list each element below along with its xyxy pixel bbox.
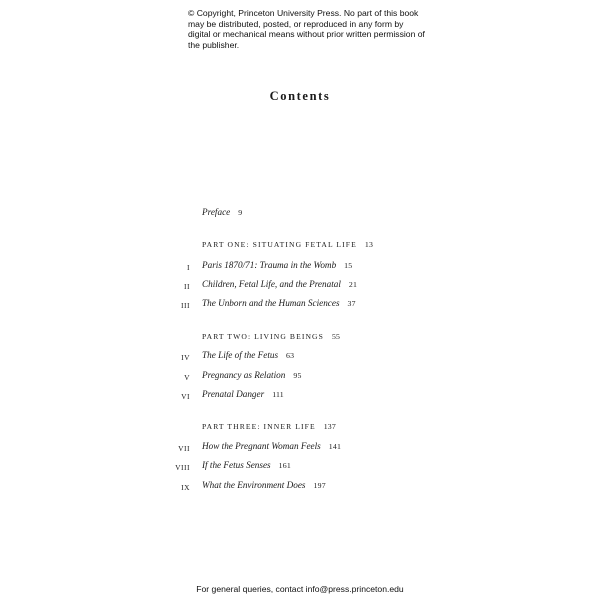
entry-title: Pregnancy as Relation — [202, 370, 286, 380]
page-number: 55 — [331, 332, 341, 341]
toc-entry-chapter-2[interactable] — [0, 279, 600, 293]
toc-entry-chapter-3[interactable] — [0, 298, 600, 312]
toc-part-one[interactable] — [0, 240, 600, 254]
page-number: 37 — [347, 299, 356, 308]
entry-title: The Life of the Fetus — [202, 350, 279, 360]
chapter-number: IX — [181, 483, 190, 492]
toc-entry-chapter-9[interactable] — [0, 480, 600, 494]
chapter-number: VII — [178, 444, 190, 453]
page-number: 63 — [286, 351, 295, 360]
page-number: 161 — [278, 461, 291, 470]
part-title: PART THREE: INNER LIFE — [202, 422, 316, 431]
entry-title: The Unborn and the Human Sciences — [202, 298, 340, 308]
part-title: PART TWO: LIVING BEINGS — [202, 332, 324, 341]
toc-entry-preface[interactable] — [0, 207, 600, 221]
entry-title: Prenatal Danger — [202, 389, 265, 399]
contents-title: Contents — [269, 89, 331, 103]
page-number: 95 — [293, 371, 302, 380]
entry-title: Paris 1870/71: Trauma in the Womb — [202, 260, 337, 270]
toc-entry-chapter-7[interactable] — [0, 441, 600, 455]
chapter-number: VIII — [175, 463, 190, 472]
toc-part-three[interactable] — [0, 422, 600, 436]
toc-part-two[interactable] — [0, 332, 600, 346]
part-title: PART ONE: SITUATING FETAL LIFE — [202, 240, 357, 249]
entry-title: Preface — [202, 207, 231, 217]
entry-title: How the Pregnant Woman Feels — [202, 441, 321, 451]
copyright-notice: © Copyright, Princeton University Press. No part of this book may be distributed, posted, or reproduced in any form by digital or mechanical means without prior written permission of the publisher. — [188, 8, 425, 50]
toc-entry-chapter-1[interactable] — [0, 260, 600, 274]
page-number: 197 — [313, 481, 326, 490]
chapter-number: VI — [181, 392, 190, 401]
chapter-number: V — [184, 373, 190, 382]
entry-title: Children, Fetal Life, and the Prenatal — [202, 279, 341, 289]
toc-entry-chapter-5[interactable] — [0, 370, 600, 384]
chapter-number: IV — [181, 353, 190, 362]
page-number: 21 — [348, 280, 358, 289]
toc-entry-chapter-4[interactable] — [0, 350, 600, 364]
chapter-number: I — [187, 263, 190, 272]
toc-entry-chapter-8[interactable] — [0, 460, 600, 474]
toc-entry-chapter-6[interactable] — [0, 389, 600, 403]
page-number: 13 — [364, 240, 374, 249]
chapter-number: II — [184, 282, 190, 291]
page-number: 9 — [238, 208, 243, 217]
page-number: 15 — [344, 261, 353, 270]
entry-title: If the Fetus Senses — [202, 460, 271, 470]
page-number: 137 — [323, 422, 336, 431]
chapter-number: III — [181, 301, 190, 310]
page-number: 141 — [328, 442, 342, 451]
page-number: 111 — [272, 390, 284, 399]
entry-title: What the Environment Does — [202, 480, 306, 490]
footer-contact: For general queries, contact info@press.princeton.edu — [196, 584, 404, 594]
